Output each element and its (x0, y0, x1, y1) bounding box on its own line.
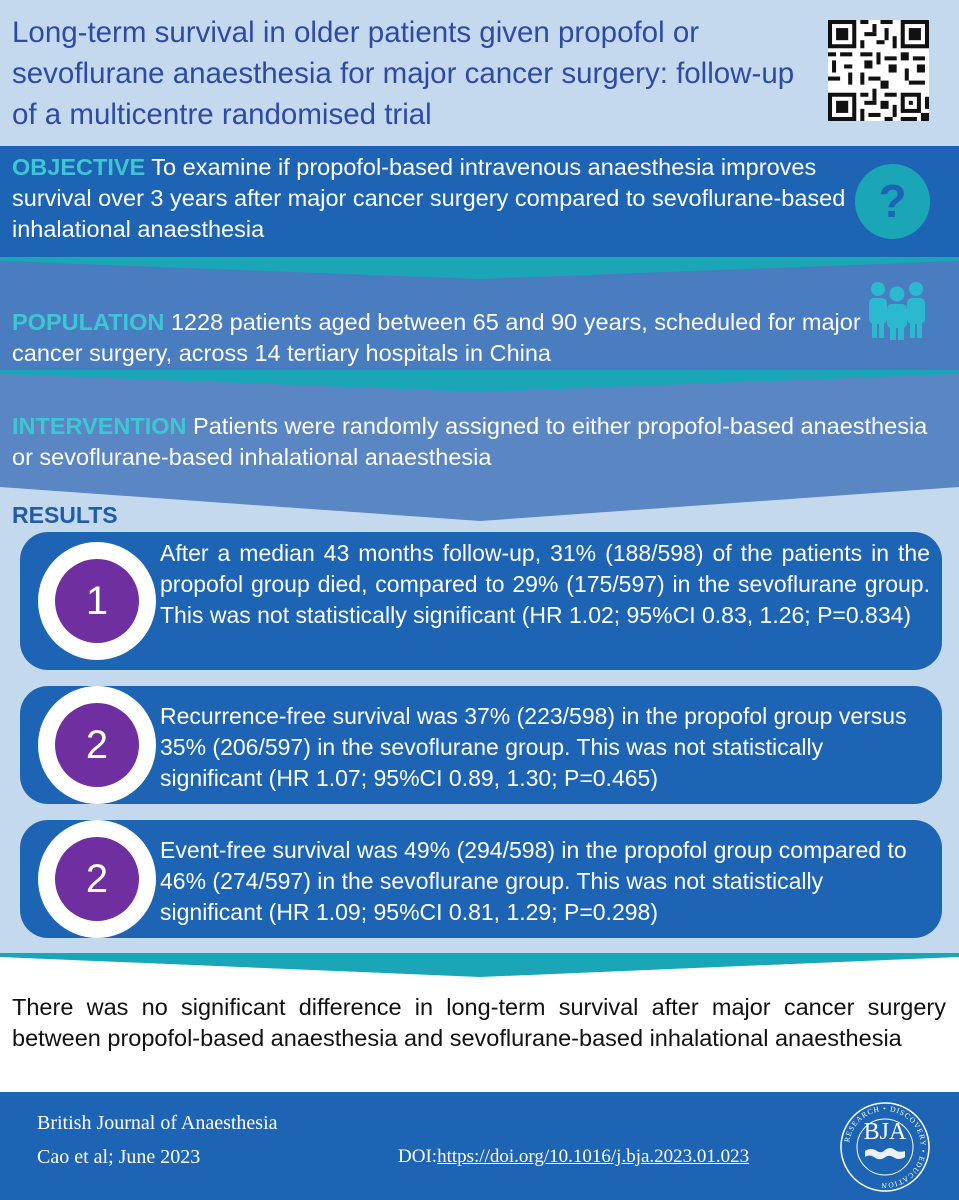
intervention-text: Patients were randomly assigned to either propofol-based anaesthesia or sevoflurane-based inhalational anaesthesia (12, 413, 928, 470)
result-text-1: After a median 43 months follow-up, 31% (188/598) of the patients in the propofol group died, compared to 29% (175/597) in the sevoflurane group. This was not statistically significant (HR 1.02; 95%CI 0.83, 1.26; P=0.834) (160, 540, 930, 628)
bja-logo (839, 1101, 931, 1193)
qr-code-icon[interactable] (828, 20, 929, 121)
population-section (12, 307, 882, 369)
population-arrow-overlay (0, 370, 959, 392)
population-text: 1228 patients aged between 65 and 90 years, scheduled for major cancer surgery, across 14 tertiary hospitals in China (12, 309, 861, 366)
doi-link[interactable]: https://doi.org/10.1016/j.bja.2023.01.023 (437, 1146, 750, 1167)
doi (398, 1146, 749, 1168)
result-card-2 (20, 686, 942, 804)
result-badge-2 (38, 686, 156, 804)
page-title: Long-term survival in older patients given propofol or sevoflurane anaesthesia for major cancer surgery: follow-up of a multicentre randomised trial (12, 16, 795, 131)
objective-arrow-overlay (0, 257, 959, 279)
conclusion-text: There was no significant difference in long-term survival after major cancer surgery between propofol-based anaesthesia and sevoflurane-based inhalational anaesthesia (12, 994, 946, 1051)
objective-heading: OBJECTIVE (12, 154, 146, 180)
bja-logo-text: BJA (863, 1119, 907, 1145)
result-card-3 (20, 820, 942, 938)
result-card-1 (20, 532, 942, 670)
result-number-1: 1 (55, 559, 139, 643)
result-number-3: 2 (55, 837, 139, 921)
result-number-2: 2 (55, 703, 139, 787)
intervention-arrow (0, 483, 959, 521)
journal-name: British Journal of Anaesthesia (37, 1112, 278, 1134)
question-mark-icon (855, 164, 930, 239)
intervention-heading: INTERVENTION (12, 413, 187, 439)
result-badge-1 (38, 542, 156, 660)
intervention-section (12, 411, 942, 473)
bja-logo-ring-text: RESEARCH • DISCOVERY • EDUCATION (842, 1103, 929, 1191)
result-text-2: Recurrence-free survival was 37% (223/598) in the propofol group versus 35% (206/597) in the sevoflurane group. This was not statistically significant (HR 1.07; 95%CI 0.89, 1.30; P=0.465) (160, 703, 907, 791)
result-text-3: Event-free survival was 49% (294/598) in the propofol group compared to 46% (274/597) in the sevoflurane group. This was not statistically significant (HR 1.09; 95%CI 0.81, 1.29; P=0.298) (160, 837, 907, 925)
result-badge-3 (38, 820, 156, 938)
objective-section (12, 152, 862, 245)
svg-text:RESEARCH • DISCOVERY • EDUCATI (842, 1104, 928, 1190)
question-mark-glyph: ? (878, 175, 907, 227)
results-arrow (0, 953, 959, 977)
citation: Cao et al; June 2023 (37, 1146, 201, 1168)
results-heading: RESULTS (12, 502, 118, 528)
doi-label: DOI: (398, 1146, 438, 1167)
objective-text: To examine if propofol-based intravenous anaesthesia improves survival over 3 years after major cancer surgery compared to sevoflurane-based inhalational anaesthesia (12, 154, 846, 242)
people-group-icon (866, 280, 928, 340)
population-heading: POPULATION (12, 309, 165, 335)
